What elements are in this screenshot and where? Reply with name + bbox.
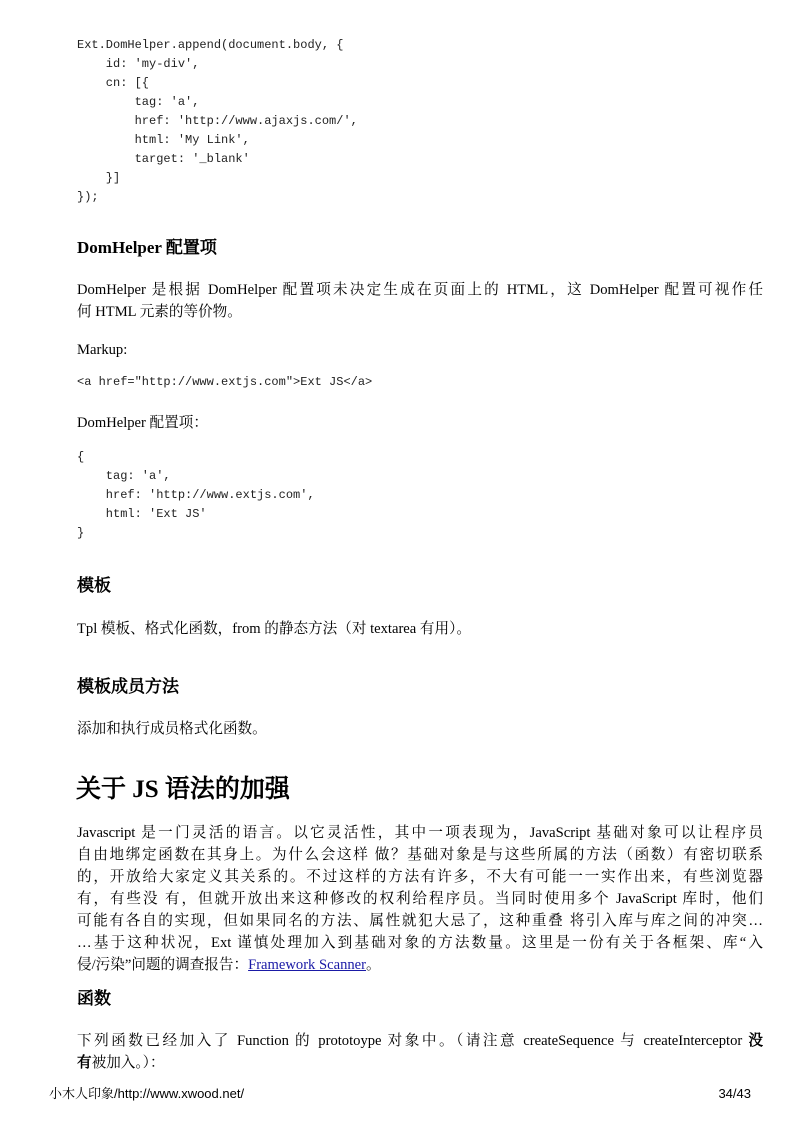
code-line: html: 'Ext JS' xyxy=(77,507,207,521)
paragraph-text: 被加入。）： xyxy=(91,1055,165,1071)
paragraph-line: Javascript 是一门灵活的语言。以它灵活性，其中一项表现为，JavaScript 基础对象可以让程序员 xyxy=(77,825,763,841)
code-block-config xyxy=(77,448,315,543)
markup-label: Markup: xyxy=(77,342,128,358)
paragraph-text: 下列函数已经加入了 Function 的 prototoype 对象中。（请注意 createSequence 与 createInterceptor xyxy=(77,1033,749,1049)
framework-scanner-link[interactable]: Framework Scanner xyxy=(248,957,367,973)
paragraph-line: DomHelper 是根据 DomHelper 配置项未决定生成在页面上的 HTML，这 DomHelper 配置可视作任 xyxy=(77,282,763,298)
paragraph-template: Tpl 模板、格式化函数，from 的静态方法（对 textarea 有用）。 xyxy=(77,621,471,637)
config-label: DomHelper 配置项： xyxy=(77,415,208,431)
paragraph-line xyxy=(77,954,763,976)
code-line: target: '_blank' xyxy=(77,152,250,166)
paragraph-text: 侵/污染”问题的调查报告： xyxy=(77,957,249,973)
paragraph-line: 可能有各自的实现，但如果同名的方法、属性就犯大忌了，这种重叠 将引入库与库之间的冲突… xyxy=(77,913,763,929)
code-block-markup xyxy=(77,373,372,392)
code-line: tag: 'a', xyxy=(77,95,200,109)
code-line: id: 'my-div', xyxy=(77,57,200,71)
paragraph-line xyxy=(77,1052,763,1074)
code-line: { xyxy=(77,450,85,464)
code-line: } xyxy=(77,526,85,540)
page-footer xyxy=(49,1084,751,1104)
paragraph-bold-text: 有 xyxy=(77,1055,92,1071)
code-line: html: 'My Link', xyxy=(77,133,250,147)
paragraph-line: …基于这种状况，Ext 谨慎处理加入到基础对象的方法数量。这里是一份有关于各框架、库“入 xyxy=(77,935,763,951)
code-line: Ext.DomHelper.append(document.body, { xyxy=(77,38,344,52)
paragraph-functions xyxy=(77,1030,763,1074)
paragraph-line: 有，有些没 有，但就开放出来这种修改的权利给程序员。当同时使用多个 JavaScript 库时，他们 xyxy=(77,891,763,907)
footer-site-label: 小木人印象/http://www.xwood.net/ xyxy=(49,1086,245,1101)
paragraph-js-syntax xyxy=(77,822,763,976)
page-number: 34/43 xyxy=(718,1086,751,1101)
chapter-heading-js-syntax: 关于 JS 语法的加强 xyxy=(76,776,290,803)
section-heading-functions: 函数 xyxy=(77,989,111,1008)
code-line: href: 'http://www.extjs.com', xyxy=(77,488,315,502)
code-block-append xyxy=(77,36,358,207)
paragraph-text: 。 xyxy=(366,957,381,973)
paragraph-line: 何 HTML 元素的等价物。 xyxy=(77,304,242,320)
paragraph-line xyxy=(77,1030,763,1052)
paragraph-line: 的，开放给大家定义其关系的。不过这样的方法有许多，不大有可能一一实作出来，有些浏览器 xyxy=(77,869,763,885)
code-line: tag: 'a', xyxy=(77,469,171,483)
paragraph-bold-text: 没 xyxy=(748,1033,763,1049)
code-line: }); xyxy=(77,190,99,204)
section-heading-template-members: 模板成员方法 xyxy=(77,677,179,696)
code-line: cn: [{ xyxy=(77,76,150,90)
code-line: href: 'http://www.ajaxjs.com/', xyxy=(77,114,358,128)
paragraph-template-members: 添加和执行成员格式化函数。 xyxy=(77,721,267,737)
section-heading-template: 模板 xyxy=(77,576,111,595)
paragraph-domhelper-config xyxy=(77,279,763,323)
section-heading-domhelper-config: DomHelper 配置项 xyxy=(77,238,217,257)
code-line: <a href="http://www.extjs.com">Ext JS</a> xyxy=(77,375,373,389)
code-line: }] xyxy=(77,171,121,185)
paragraph-line: 自由地绑定函数在其身上。为什么会这样 做？基础对象是与这些所属的方法（函数）有密切联系 xyxy=(77,847,763,863)
